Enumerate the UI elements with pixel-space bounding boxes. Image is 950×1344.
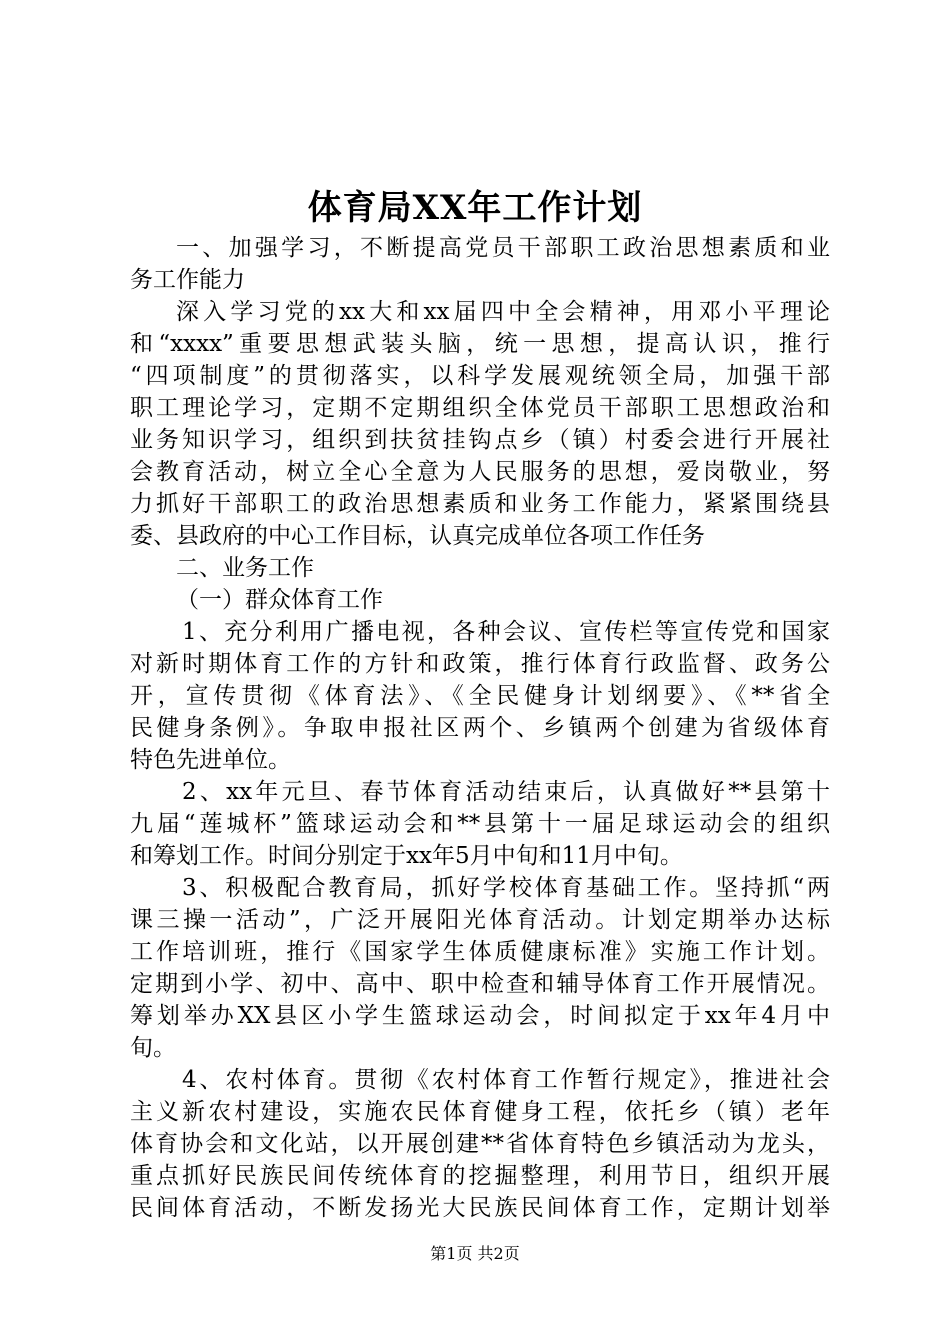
item-4-line: 4、农村体育。贯彻《农村体育工作暂行规定》，推进社会 (182, 1067, 830, 1093)
section-heading-2: 二、业务工作 (176, 555, 314, 581)
paragraph-line: 力抓好干部职工的政治思想素质和业务工作能力，紧紧围绕县 (130, 491, 830, 517)
item-4-line: 体育协会和文化站，以开展创建**省体育特色乡镇活动为龙头， (130, 1131, 830, 1157)
section-heading-1-line-2: 务工作能力 (130, 267, 245, 293)
item-3-line: 课三操一活动”，广泛开展阳光体育活动。计划定期举办达标 (130, 907, 830, 933)
subsection-heading-1: （一）群众体育工作 (176, 587, 383, 613)
item-1-line: 对新时期体育工作的方针和政策，推行体育行政监督、政务公 (130, 651, 830, 677)
item-4-line: 重点抓好民族民间传统体育的挖掘整理，利用节日，组织开展 (130, 1163, 830, 1189)
section-heading-1-line-1: 一、加强学习，不断提高党员干部职工政治思想素质和业 (176, 235, 830, 261)
item-1-line: 特色先进单位。 (130, 747, 291, 773)
item-3-line: 定期到小学、初中、高中、职中检查和辅导体育工作开展情况。 (130, 971, 830, 997)
item-3-line: 工作培训班，推行《国家学生体质健康标准》实施工作计划。 (130, 939, 830, 965)
item-3-line: 筹划举办XX县区小学生篮球运动会，时间拟定于xx年4月中 (130, 1003, 830, 1029)
item-3-line: 3、积极配合教育局，抓好学校体育基础工作。坚持抓“两 (182, 875, 830, 901)
item-4-line: 主义新农村建设，实施农民体育健身工程，依托乡（镇）老年 (130, 1099, 830, 1125)
document-title: 体育局XX年工作计划 (307, 188, 643, 228)
paragraph-line: 委、县政府的中心工作目标，认真完成单位各项工作任务 (130, 523, 705, 549)
item-1-line: 开，宣传贯彻《体育法》、《全民健身计划纲要》、《**省全 (130, 683, 830, 709)
item-1-line: 1、充分利用广播电视，各种会议、宣传栏等宣传党和国家 (182, 619, 830, 645)
document-body (130, 232, 830, 1224)
paragraph-line: 职工理论学习，定期不定期组织全体党员干部职工思想政治和 (130, 395, 830, 421)
item-2-line: 九届“莲城杯”篮球运动会和**县第十一届足球运动会的组织 (130, 811, 830, 837)
page-footer: 第1页 共2页 (430, 1244, 520, 1263)
item-2-line: 和筹划工作。时间分别定于xx年5月中旬和11月中旬。 (130, 843, 683, 869)
item-2-line: 2、xx年元旦、春节体育活动结束后，认真做好**县第十 (182, 779, 830, 805)
paragraph-line: 业务知识学习，组织到扶贫挂钩点乡（镇）村委会进行开展社 (130, 427, 830, 453)
item-1-line: 民健身条例》。争取申报社区两个、乡镇两个创建为省级体育 (130, 715, 830, 741)
paragraph-line: 和“xxxx”重要思想武装头脑，统一思想，提高认识，推行 (130, 331, 830, 357)
item-4-line: 民间体育活动，不断发扬光大民族民间体育工作，定期计划举 (130, 1195, 830, 1221)
paragraph-line: 深入学习党的xx大和xx届四中全会精神，用邓小平理论 (176, 299, 830, 325)
paragraph-line: “四项制度”的贯彻落实，以科学发展观统领全局，加强干部 (130, 363, 830, 389)
item-3-line: 旬。 (130, 1035, 176, 1061)
paragraph-line: 会教育活动，树立全心全意为人民服务的思想，爱岗敬业，努 (130, 459, 830, 485)
